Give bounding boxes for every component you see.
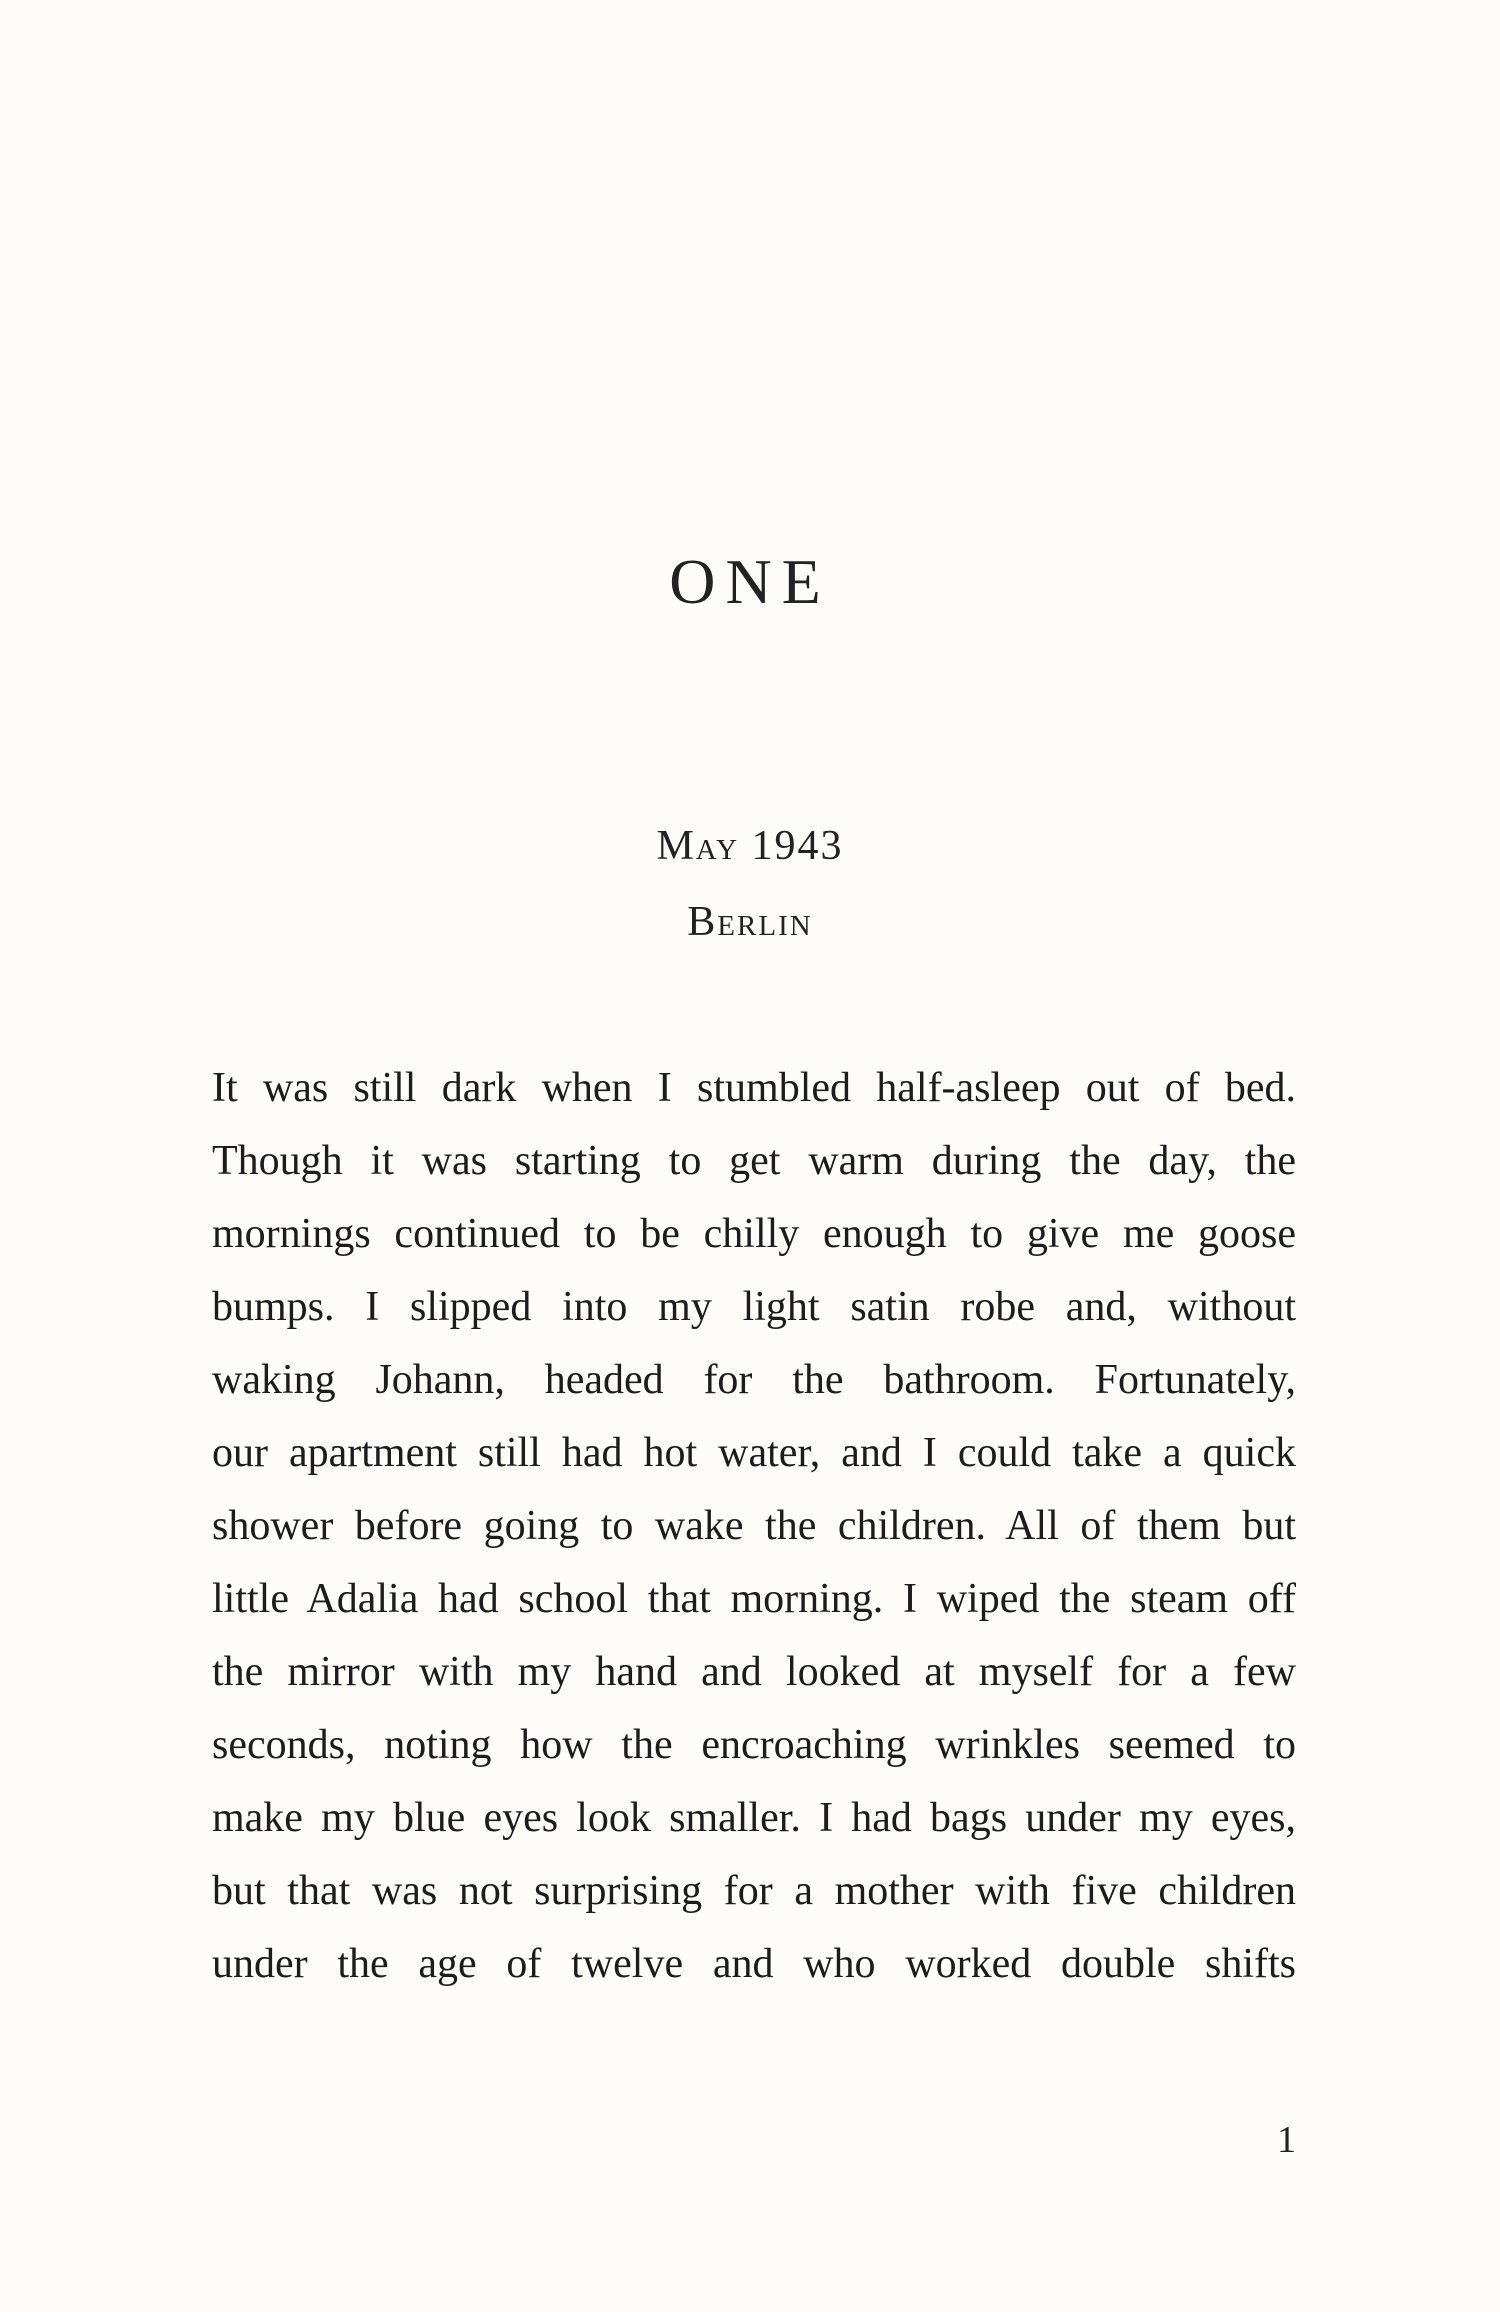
page-number: 1 [1277,2119,1296,2161]
body-line: the mirror with my hand and looked at myself for a few [212,1649,1296,1695]
chapter-title: ONE [669,546,831,617]
body-line: our apartment still had hot water, and I could take a quick [212,1430,1296,1476]
body-line: Though it was starting to get warm during the day, the [212,1138,1296,1184]
chapter-date: May 1943 [656,823,844,869]
body-line: It was still dark when I stumbled half-asleep out of bed. [212,1065,1296,1111]
body-line: under the age of twelve and who worked double shifts [212,1941,1296,1987]
body-paragraph [212,1052,1296,2001]
body-line: shower before going to wake the children. All of them but [212,1503,1296,1549]
chapter-place: Berlin [687,899,813,945]
body-line: make my blue eyes look smaller. I had bags under my eyes, [212,1795,1296,1841]
body-line: waking Johann, headed for the bathroom. Fortunately, [212,1357,1296,1403]
body-line: seconds, noting how the encroaching wrinkles seemed to [212,1722,1296,1768]
body-line: mornings continued to be chilly enough to give me goose [212,1211,1296,1257]
body-line: little Adalia had school that morning. I wiped the steam off [212,1576,1296,1622]
body-line: bumps. I slipped into my light satin robe and, without [212,1284,1296,1330]
body-line: but that was not surprising for a mother with five children [212,1868,1296,1914]
